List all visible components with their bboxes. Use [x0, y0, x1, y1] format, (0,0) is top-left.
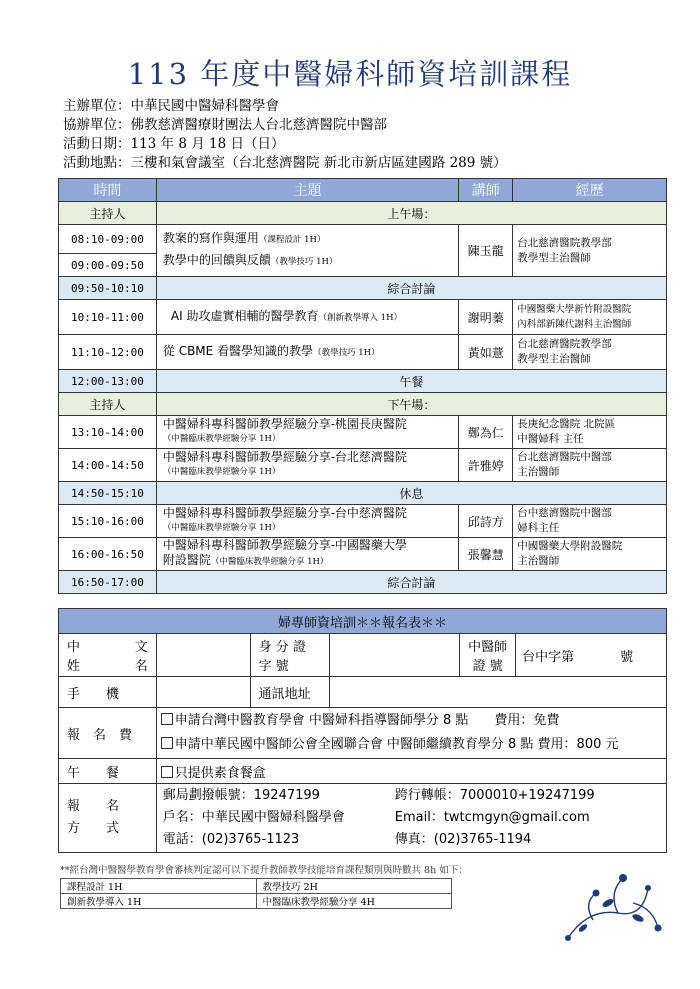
time-cell: 16:50-17:00 [59, 571, 157, 594]
header-topic: 主題 [156, 179, 458, 202]
topic-credit: （教學技巧 1H） [313, 347, 380, 358]
name-field[interactable] [156, 634, 250, 677]
table-row [59, 225, 667, 254]
topic-cell [156, 449, 458, 482]
credit-row [61, 879, 452, 894]
topic-credit: （中醫臨床教學經驗分享 1H） [162, 467, 281, 477]
form-row [59, 634, 667, 677]
topic-cell [156, 416, 458, 449]
name-label-char: 文 [134, 640, 148, 655]
speaker-cell: 謝明蓁 [459, 300, 513, 335]
bio-line: 中國醫藥大學附設醫院 [517, 540, 623, 552]
topic-credit: （課程設計 1H） [258, 235, 326, 245]
cert-label-line: 中醫師 [468, 640, 508, 655]
cert-label-line: 證 號 [472, 659, 503, 674]
time-cell: 10:10-11:00 [59, 300, 157, 335]
bio-cell [513, 300, 667, 335]
form-title: 婦專師資培訓＊＊報名表＊＊ [59, 609, 667, 634]
topic-credit: （中醫臨床教學經驗分享 1H） [210, 557, 329, 567]
speaker-cell: 許雅婷 [459, 449, 513, 482]
table-row [59, 393, 667, 416]
event-date: 活動日期：113 年 8 月 18 日（日） [63, 136, 285, 152]
host-label: 主持人 [59, 393, 157, 416]
topic-cell [156, 225, 458, 277]
name-label-char: 名 [134, 659, 148, 674]
time-cell: 15:10-16:00 [59, 505, 157, 538]
topic-title: 教學中的回饋與反饋 [162, 253, 271, 267]
table-row [59, 482, 667, 505]
speaker-cell: 陳玉龍 [459, 225, 513, 277]
table-row [59, 277, 667, 300]
bio-line: 教學型主治醫師 [517, 353, 591, 365]
phone-label: 手 機 [59, 677, 157, 708]
table-row [59, 300, 667, 335]
bio-cell [513, 225, 667, 277]
id-label [250, 634, 330, 677]
address-field[interactable] [330, 677, 667, 708]
fee-label: 報 名 費 [59, 708, 157, 759]
fee-options [156, 708, 666, 759]
session-label: 下午場： [156, 393, 666, 416]
name-label-char: 中 [67, 640, 81, 655]
method-label-line: 方 式 [67, 821, 120, 836]
address-label: 通訊地址 [250, 677, 330, 708]
co-organizer: 協辦單位：佛教慈濟醫療財團法人台北慈濟醫院中醫部 [63, 117, 387, 133]
table-row [59, 335, 667, 370]
lunch-label: 午餐 [156, 370, 666, 393]
bio-line: 主治醫師 [517, 555, 560, 567]
bio-line: 主治醫師 [517, 466, 560, 478]
bio-line: 中國醫藥大學新竹附設醫院 [517, 304, 632, 315]
topic-credit: （創新教學導入 1H） [318, 312, 402, 323]
host-label: 主持人 [59, 202, 157, 225]
checkbox-icon[interactable] [161, 766, 173, 778]
method-label [59, 784, 157, 853]
bio-line: 台北慈濟醫院教學部 [517, 236, 612, 249]
topic-title: 中醫婦科專科醫師教學經驗分享-台北慈濟醫院 [162, 450, 407, 464]
cert-suffix: 號 [620, 649, 634, 665]
topic-title: 教案的寫作與運用 [162, 231, 259, 245]
topic-credit: （中醫臨床教學經驗分享 1H） [162, 434, 281, 444]
registration-form [58, 608, 667, 853]
topic-credit: （中醫臨床教學經驗分享 1H） [162, 523, 281, 533]
topic-title: 從 CBME 看醫學知識的教學 [162, 343, 314, 358]
meal-option-text: 只提供素食餐盒 [174, 765, 266, 781]
topic-credit: （教學技巧 1H） [270, 257, 338, 267]
name-label-char: 姓 [67, 659, 81, 674]
topic-cell [156, 505, 458, 538]
form-row [59, 708, 667, 759]
time-cell: 13:10-14:00 [59, 416, 157, 449]
table-row [59, 449, 667, 482]
fee-option[interactable] [161, 709, 666, 733]
id-label-line: 身 分 證 [258, 640, 306, 655]
speaker-cell: 黃如薏 [459, 335, 513, 370]
bio-line: 中醫婦科 主任 [517, 433, 584, 445]
fax-number: 傳真：(02)3765-1194 [394, 832, 532, 847]
name-label [59, 634, 157, 677]
fee-option-text: 申請中華民國中醫師公會全國聯合會 中醫師繼續教育學分 8 點 費用：800 元 [174, 737, 619, 752]
meal-label: 午 餐 [59, 759, 157, 784]
bio-line: 台北慈濟醫院中醫部 [517, 451, 612, 463]
event-venue: 活動地點：三樓和氣會議室（台北慈濟醫院 新北市新店區建國路 289 號） [63, 155, 507, 171]
topic-title: 中醫婦科專科醫師教學經驗分享-中國醫藥大學 [162, 538, 407, 552]
id-field[interactable] [330, 634, 460, 677]
time-cell: 11:10-12:00 [59, 335, 157, 370]
bio-line: 台中慈濟醫院中醫部 [517, 507, 612, 519]
cert-prefix: 台中字第 [522, 649, 575, 665]
postal-account: 郵局劃撥帳號：19247199 [162, 788, 320, 803]
credit-note: **經台灣中醫醫學教育學會審核判定認可以下提升教師教學技能培育課程類別與時數共 8h 如下： [60, 865, 468, 876]
account-name: 戶名：中華民國中醫婦科醫學會 [162, 810, 345, 825]
bio-line: 台北慈濟醫院教學部 [517, 338, 612, 350]
time-cell: 09:00-09:50 [59, 254, 157, 277]
bio-line: 教學型主治醫師 [517, 251, 591, 264]
checkbox-icon[interactable] [161, 737, 173, 749]
bank-transfer: 跨行轉帳：7000010+19247199 [394, 788, 595, 803]
topic-title: 中醫婦科專科醫師教學經驗分享-台中慈濟醫院 [162, 506, 407, 520]
time-cell: 09:50-10:10 [59, 277, 157, 300]
credit-cell: 創新教學導入 1H [61, 894, 257, 909]
topic-cell [156, 300, 458, 335]
method-label-line: 報 名 [67, 799, 120, 814]
topic-title: AI 助攻虛實相輔的醫學教育 [170, 308, 319, 323]
form-row [59, 759, 667, 784]
meal-option[interactable] [156, 759, 666, 784]
topic-cell [156, 335, 458, 370]
id-label-line: 字 號 [258, 659, 289, 674]
header-experience: 經歷 [513, 179, 667, 202]
header-speaker: 講師 [459, 179, 513, 202]
session-label: 上午場： [156, 202, 666, 225]
table-row [59, 571, 667, 594]
time-cell: 12:00-13:00 [59, 370, 157, 393]
bio-cell [513, 505, 667, 538]
method-details [156, 784, 666, 853]
topic-title: 附設醫院 [162, 553, 211, 567]
schedule-table [58, 178, 667, 594]
fee-option-text: 申請台灣中醫教育學會 中醫婦科指導醫師學分 8 點 費用：免費 [174, 713, 560, 728]
time-cell: 16:00-16:50 [59, 538, 157, 571]
topic-cell [156, 538, 458, 571]
discussion-label: 綜合討論 [156, 277, 666, 300]
table-row [59, 505, 667, 538]
discussion-label: 綜合討論 [156, 571, 666, 594]
table-row [59, 202, 667, 225]
floral-ornament-icon [548, 858, 668, 958]
bio-line: 婦科主任 [517, 522, 560, 534]
bio-cell [513, 538, 667, 571]
speaker-cell: 張馨慧 [459, 538, 513, 571]
time-cell: 14:50-15:10 [59, 482, 157, 505]
speaker-cell: 邱詩方 [459, 505, 513, 538]
schedule-header-row [59, 179, 667, 202]
topic-title: 中醫婦科專科醫師教學經驗分享-桃園長庚醫院 [162, 417, 407, 431]
bio-line: 內科部新陳代謝科主治醫師 [517, 319, 632, 330]
bio-cell [513, 449, 667, 482]
credit-row [61, 894, 452, 909]
credit-cell: 中醫臨床教學經驗分享 4H [256, 894, 452, 909]
speaker-cell: 鄭為仁 [459, 416, 513, 449]
cert-label [460, 634, 516, 677]
bio-line: 長庚紀念醫院 北院區 [517, 418, 616, 430]
form-row [59, 677, 667, 708]
fee-option[interactable] [161, 733, 666, 757]
phone-number: 電話：(02)3765-1123 [162, 832, 300, 847]
credit-cell: 教學技巧 2H [256, 879, 452, 894]
table-row [59, 416, 667, 449]
table-row [59, 370, 667, 393]
email-address[interactable]: Email：twtcmgyn@gmail.com [394, 810, 590, 825]
header-time: 時間 [59, 179, 157, 202]
time-cell: 14:00-14:50 [59, 449, 157, 482]
cert-field[interactable] [516, 634, 667, 677]
form-header-row [59, 609, 667, 634]
phone-field[interactable] [156, 677, 250, 708]
table-row [59, 538, 667, 571]
page-title: 113 年度中醫婦科師資培訓課程 [127, 57, 573, 91]
form-row [59, 784, 667, 853]
break-label: 休息 [156, 482, 666, 505]
credit-cell: 課程設計 1H [61, 879, 257, 894]
credit-table [60, 878, 452, 909]
checkbox-icon[interactable] [161, 713, 173, 725]
organizer: 主辦單位：中華民國中醫婦科醫學會 [63, 98, 279, 114]
bio-cell [513, 416, 667, 449]
bio-cell [513, 335, 667, 370]
time-cell: 08:10-09:00 [59, 225, 157, 254]
